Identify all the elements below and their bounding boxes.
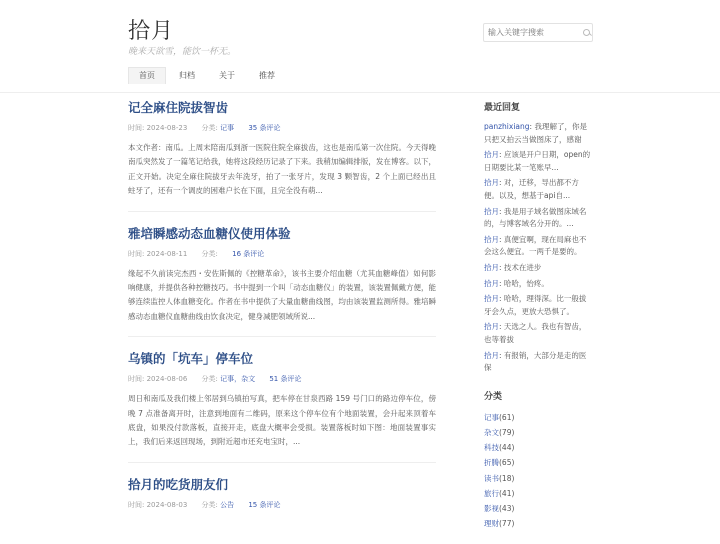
categories-section [484,389,592,532]
post-meta [128,500,436,510]
reply-text: : 有报销，大部分是走的医保 [484,350,587,373]
category-count: (61) [499,412,515,422]
post-date: 2024-08-11 [146,249,188,258]
post-comments-link[interactable]: 15 条评论 [248,500,281,509]
post-time-label: 时间: [128,249,145,258]
reply-author[interactable]: 拾月 [484,178,499,188]
post-time-label: 时间: [128,500,145,509]
post-time-label: 时间: [128,124,145,132]
category-name[interactable]: 旅行 [484,488,499,498]
category-name[interactable]: 折腾 [484,458,499,468]
category-count: (41) [499,488,515,498]
reply-item[interactable] [484,177,592,202]
reply-item[interactable] [484,262,592,275]
post-title[interactable]: 乌镇的「坑车」停车位 [128,351,254,367]
reply-author[interactable]: 拾月 [484,294,499,304]
nav-recommend[interactable]: 推荐 [259,71,275,80]
post-category-label: 分类: [201,249,218,258]
reply-item[interactable] [484,206,592,231]
reply-author[interactable]: 拾月 [484,262,499,272]
site-title[interactable]: 拾月 [128,19,175,44]
post-item [128,226,436,338]
nav-about[interactable]: 关于 [219,71,235,80]
post-date: 2024-08-23 [146,124,188,132]
category-item[interactable] [484,410,592,425]
reply-item[interactable] [484,278,592,291]
search-box[interactable] [483,23,593,42]
category-item[interactable] [484,471,592,486]
search-input[interactable] [484,25,580,40]
post-meta [128,374,436,384]
post-meta [128,249,436,259]
reply-author[interactable]: 拾月 [484,150,499,160]
category-item[interactable] [484,486,592,501]
nav-home[interactable]: 首页 [128,67,166,84]
reply-item[interactable] [484,149,592,174]
category-name[interactable]: 科技 [484,443,499,453]
reply-author[interactable]: 拾月 [484,322,499,332]
category-count: (77) [499,519,515,529]
site-description: 晚来天欲雪，能饮一杯无。 [128,47,237,57]
category-name[interactable]: 影视 [484,503,499,513]
post-item [128,477,436,530]
reply-text: : 技术在进步 [499,262,542,272]
reply-item[interactable] [484,293,592,318]
category-name[interactable]: 杂文 [484,427,499,437]
reply-author[interactable]: 拾月 [484,278,499,288]
sidebar [484,98,592,531]
post-excerpt: 本文作者：南瓜。上周末陪南瓜到浙一医院住院全麻拔齿，这也是南瓜第一次住院。今天得晚南瓜突然发了一篇笔记给我，她将这段经历记录了下来。我稍加编辑排版，发在博客。以下，正文开始。决定全麻住院拔牙去年洗牙，拍了一张牙片，发现 3 颗智齿，2 个上面已经出且蛀牙了，还有一个调皮的困难户长在下面，且完全没有萌... [128,143,436,196]
reply-text: : 我是用子域名做图床域名的，与博客域名分开的。... [484,206,587,229]
post-item [128,351,436,463]
post-date: 2024-08-03 [146,500,188,509]
reply-author[interactable]: 拾月 [484,206,499,216]
category-item[interactable] [484,501,592,516]
post-comments-link[interactable]: 35 条评论 [248,124,281,132]
category-count: (18) [499,473,515,483]
post-comments-link[interactable]: 16 条评论 [232,249,265,258]
categories-title: 分类 [484,391,503,402]
category-name[interactable]: 理财 [484,519,499,529]
reply-item[interactable] [484,121,592,146]
nav-archive[interactable]: 归档 [179,71,195,80]
post-title[interactable]: 记全麻住院拔智齿 [128,100,229,115]
post-category-label: 分类: [201,375,218,384]
category-item[interactable] [484,425,592,440]
post-time-label: 时间: [128,375,145,384]
category-count: (79) [499,427,515,437]
post-excerpt: 缘起不久前读完杰西・安佐斯佩的《控糖革命》，该书主要介绍血糖（尤其血糖峰值）如何影响健康，并提供各种控糖技巧。书中提到一个叫「动态血糖仪」的装置，该装置佩戴方便，能够连续监控人体血糖变化。作者在书中提供了大量血糖曲线图，均由该装置监测所得。雅培瞬感动态血糖仪血糖曲线由饮食决定，健身减肥领域所说... [128,268,436,321]
post-category-link[interactable]: 记事 [220,124,235,132]
post-excerpt: 周日和南瓜及我们楼上邻居到乌镇拍写真，把车停在甘泉西路 159 号门口的路边停车位，傍晚 7 点准备离开时，注意到地面有二维码，原来这个停车位有个地面装置，会升起来顶着车底盘，如果没付款落板，直接开走，底盘大概率会受损。装置落板时如下图：地面装置事实上，我们后来返回现场，到附近超市还充电宝时，... [128,394,436,447]
post-title[interactable]: 雅培瞬感动态血糖仪使用体验 [128,225,291,241]
reply-text: : 对，迁移，导出都不方便。以及，想基于api自... [484,178,579,200]
reply-text: : 哈哈，怡疼。 [499,278,549,288]
post-list [128,98,436,544]
main-nav [128,67,288,83]
category-count: (43) [499,503,515,513]
reply-text: : 应该是开户日期，open的日期要比某一笔账早... [484,150,591,172]
post-date: 2024-08-06 [146,375,188,384]
site-header [0,0,720,93]
category-name[interactable]: 记事 [484,412,499,422]
post-comments-link[interactable]: 51 条评论 [269,375,302,384]
category-count: (65) [499,458,515,468]
recent-replies-list [484,121,592,375]
post-category-link[interactable]: 公告 [220,500,235,509]
recent-replies-title: 最近回复 [484,103,521,113]
reply-item[interactable] [484,234,592,259]
post-title[interactable]: 拾月的吃货朋友们 [128,476,229,492]
reply-text: : 我理解了，你是只把又拍云当做图床了，感谢 [484,122,587,144]
category-name[interactable]: 读书 [484,473,499,483]
reply-item[interactable] [484,350,592,375]
reply-author[interactable]: 拾月 [484,234,499,244]
search-icon[interactable] [582,28,592,38]
reply-author[interactable]: panzhixiang [484,122,530,131]
post-category-link[interactable]: 记事，杂文 [220,375,256,384]
reply-text: : 真便宜啊，现在局麻也不会这么便宜。一两千是要的。 [484,234,587,257]
category-item[interactable] [484,440,592,455]
reply-text: : 哈哈，理得深。比一般拔牙会久点，更放大恐惧了。 [484,294,587,316]
category-item[interactable] [484,455,592,470]
post-item [128,100,436,212]
reply-author[interactable]: 拾月 [484,350,499,360]
post-category-label: 分类: [201,500,218,509]
category-item[interactable] [484,516,592,531]
reply-text: : 天选之人。我也有智齿，也等着拔 [484,322,587,344]
post-meta [128,123,436,133]
category-count: (44) [499,443,515,453]
reply-item[interactable] [484,321,592,346]
post-category-label: 分类: [201,124,218,132]
